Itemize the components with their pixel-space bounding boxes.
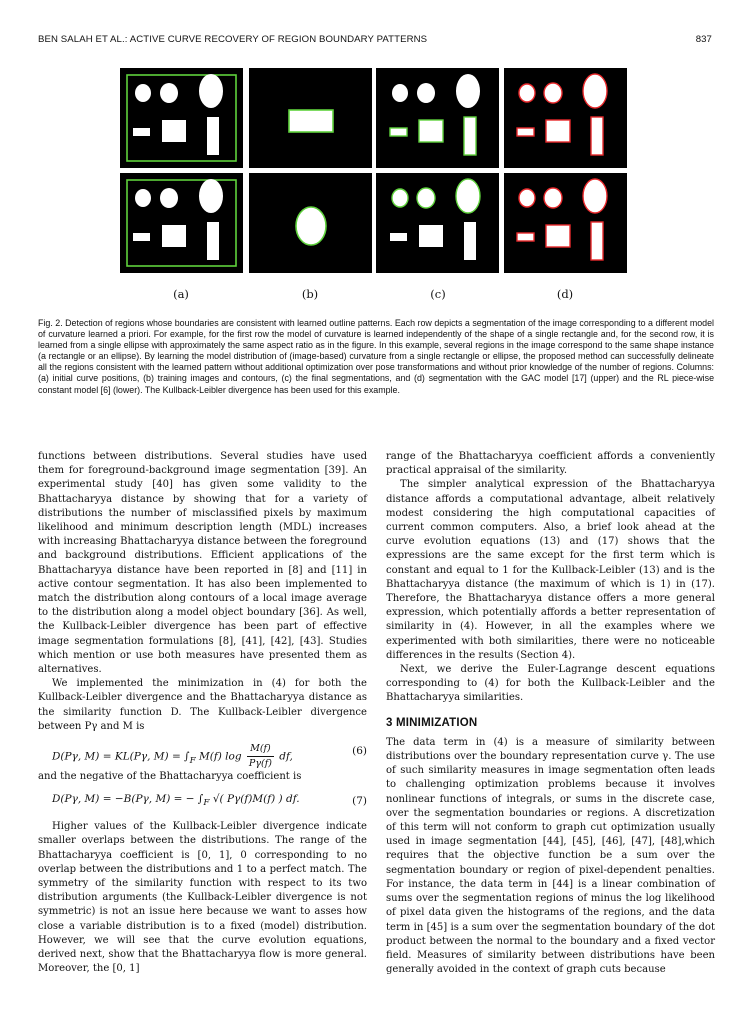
figure-panel-row1-c xyxy=(376,68,499,168)
eq6-sub: F xyxy=(189,755,196,766)
eq7-mid: √( Pγ(f)M(f) ) df. xyxy=(212,793,300,806)
running-header xyxy=(38,34,712,48)
figure-label-a: (a) xyxy=(173,287,189,301)
eq6-tail: df, xyxy=(279,750,293,763)
page-number: 837 xyxy=(695,34,712,45)
figure-panel-row1-b xyxy=(249,68,372,168)
eq6-lhs: D(Pγ, M) = KL(Pγ, M) = ∫ xyxy=(52,750,190,763)
paragraph: Next, we derive the Euler-Lagrange descent equations corresponding to (4) for both the Kullback-Leibler and the Bhattacharyya similarities. xyxy=(386,664,715,704)
eq6-numerator: M(f) xyxy=(247,742,274,757)
figure-panel-row2-d xyxy=(504,173,627,273)
eq7-sub: F xyxy=(203,798,210,809)
paragraph: Higher values of the Kullback-Leibler divergence indicate smaller overlaps between the distributions. The range of the Bhattacharyya coefficient is [0, 1], 0 corresponding to no overlap between the distributions and 1 to a perfect match. The symmetry of the similarity function with respect to its two distribution arguments (the Kullback-Leibler divergence is not symmetric) is not an issue here because we want to asses how close a variable distribution is to a fixed (model) distribution. However, we will see that the curve evolution equations, derived next, show that the Bhattacharyya flow is more general. Moreover, the [0, 1] xyxy=(38,821,367,975)
figure-label-d: (d) xyxy=(556,287,574,301)
paragraph: The simpler analytical expression of the Bhattacharyya distance affords a computational advantage, albeit relatively modest considering the high computational capacities of current common computers. Also, a brief look ahead at the curve evolution equations (13) and (17) shows that the expressions are the same except for the first term which is constant and equal to 1 for the Kullback-Leibler (13) and is the Bhattacharyya distance (the maximum of which is 1) in (17). Therefore, the Bhattacharyya distance offers a more general expression, which potentially affords a better representation of similarity in (4). However, in all the examples where we experimented with both similarities, there were no noticeable differences in the results (Section 4). xyxy=(386,479,715,661)
figure-panel-row2-a xyxy=(120,173,243,273)
right-column xyxy=(386,450,715,977)
eq6-mid: M(f) log xyxy=(199,750,242,763)
figure-panel-row2-c xyxy=(376,173,499,273)
eq6-denominator: Pγ(f) xyxy=(248,758,272,770)
section-heading: 3 MINIMIZATION xyxy=(386,716,478,729)
paragraph: and the negative of the Bhattacharyya coefficient is xyxy=(38,771,302,783)
left-column xyxy=(38,450,367,977)
equation-7 xyxy=(38,784,367,820)
eq6-fraction xyxy=(247,742,274,771)
paragraph: range of the Bhattacharyya coefficient affords a conveniently practical appraisal of the similarity. xyxy=(386,451,715,477)
eq7-lhs: D(Pγ, M) = −B(Pγ, M) = − ∫ xyxy=(52,793,204,806)
equation-6 xyxy=(38,734,367,770)
figure-panel-row2-b xyxy=(249,173,372,273)
eq6-number: (6) xyxy=(352,745,367,758)
paragraph: functions between distributions. Several studies have used them for foreground-background image segmentation [39]. An experimental study [40] has given some validity to the Bhattacharyya distance by showing that for a variety of distributions the number of misclassified pixels by maximum likelihood and minimum description length (MDL) increases with increasing Bhattacharyya distance between the foreground and background distributions. Efficient applications of the Bhattacharyya distance have been reported in [8] and [11] in active contour segmentation. It has also been implemented to match the distribution along contours of a local image average to the distribution along a model object boundary [36]. As well, the Kullback-Leibler divergence has been part of effective image segmentation formulations [8], [41], [42], [43]. Studies which mention or use both measures have presented them as alternatives. xyxy=(38,451,367,676)
figure-caption: Fig. 2. Detection of regions whose boundaries are consistent with learned outline patterns. Each row depicts a segmentation of the image corresponding to a different model of curvature learned a priori. For example, for the first row the model of curvature is learned independently of the shape of a single rectangle and, for the second row, it is learned from a single ellipse with approximately the same aspect ratio as in the figure. In this example, several regions in the image correspond to the same shape instance (a rectangle or an ellipse). By learning the model distribution of (image-based) curvature from a single rectangle or ellipse, the proposed method can successfully delineate all the regions consistent with the learned pattern without additional optimization over pose transformations and without prior knowledge of the number of regions. Columns: (a) initial curve positions, (b) training images and contours, (c) the final segmentations, and (d) segmentation with the GAC model [17] (upper) and the RL piece-wise constant model [6] (lower). The Kullback-Leibler divergence has been used for this example. xyxy=(38,318,714,395)
figure-panel-row1-d xyxy=(504,68,627,168)
eq7-number: (7) xyxy=(352,795,367,808)
figure-panel-row1-a xyxy=(120,68,243,168)
figure-label-c: (c) xyxy=(430,287,446,301)
running-title: BEN SALAH ET AL.: ACTIVE CURVE RECOVERY OF REGION BOUNDARY PATTERNS xyxy=(38,34,428,45)
figure-label-b: (b) xyxy=(301,287,319,301)
paragraph: The data term in (4) is a measure of similarity between distributions over the boundary representation curve γ. The use of such similarity measures in image segmentation often leads to challenging optimization problems because it involves nonlinear functions of integrals, or sums in the discrete case, over the segmentation boundaries or regions. A discretization of this term will not conform to graph cut optimization usually used in image segmentation [44], [45], [46], [47], [48],which requires that the objective function be a sum over the segmentation boundary or region of pixel-dependent penalties. For instance, the data term in [44] is a linear combination of sums over the segmentation regions of minus the log likelihood of pixel data given the histograms of the regions, and the data term in [45] is a sum over the segmentation boundary of the dot product between the normal to the boundary and a fixed vector field. Measures of similarity between distributions have been generally avoided in the context of graph cuts because xyxy=(386,736,715,976)
paragraph: We implemented the minimization in (4) for both the Kullback-Leibler divergence and the Bhattacharyya distance as the similarity function D. The Kullback-Leibler divergence between Pγ and M is xyxy=(38,678,367,732)
